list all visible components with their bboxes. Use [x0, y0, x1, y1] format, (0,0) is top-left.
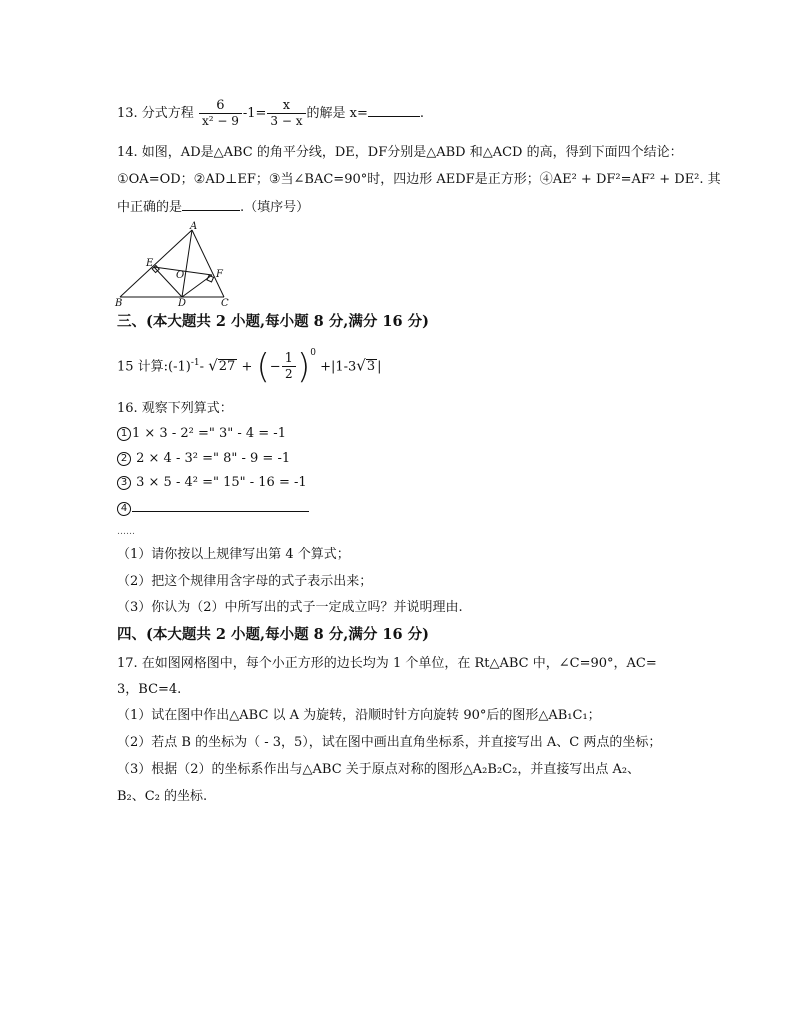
triangle-figure: [112, 220, 237, 308]
q14-line-3-prefix: 中正确的是: [117, 200, 183, 215]
fraction-x-over-3-x: [267, 99, 305, 128]
label-B: B: [115, 298, 123, 308]
q17-sub-1: （1）试在图中作出△ABC 以 A 为旋转，沿顺时针方向旋转 90°后的图形△AB₁C₁；: [117, 708, 601, 723]
q16-sub-2: （2）把这个规律用含字母的式子表示出来；: [117, 574, 373, 589]
q13-mid: -1=: [242, 106, 267, 121]
answer-blank: [182, 198, 240, 211]
q13-prefix: 13. 分式方程: [117, 106, 194, 121]
q15-prefix: 15 计算:(-1): [117, 359, 191, 375]
sqrt-27: 27: [218, 359, 236, 375]
fraction-6-over-x2-9: [199, 99, 242, 128]
zero-exponent: 0: [310, 348, 316, 358]
fraction-numerator: 1: [284, 351, 293, 367]
q13-suffix: 的解是 x=: [306, 106, 368, 121]
section-3-title: 三、(本大题共 2 小题,每小题 8 分,满分 16 分): [117, 313, 429, 330]
fraction-denominator: 2: [282, 366, 296, 381]
right-paren: ): [296, 346, 311, 387]
question-13: [117, 98, 424, 130]
fraction-numerator: x: [282, 98, 291, 113]
segment-AB: [120, 230, 192, 297]
fraction-denominator: 3 − x: [267, 113, 305, 128]
q15-abs-bar: |: [377, 359, 382, 375]
q16-row-4: [117, 499, 309, 517]
fraction-denominator: x² − 9: [199, 113, 242, 128]
label-O: O: [176, 270, 185, 281]
left-paren: (: [256, 346, 270, 387]
q16-row-3: [117, 475, 307, 491]
q16-row-2-text: 2 × 4 - 3² =" 8" - 9 = -1: [132, 451, 291, 466]
answer-blank: [132, 499, 309, 512]
segment-AC: [192, 230, 224, 297]
q16-row-2: [117, 451, 290, 467]
segment-AD: [182, 230, 192, 297]
q14-line-3: [117, 198, 309, 216]
q15-minus: −: [269, 359, 281, 375]
question-15: [117, 343, 382, 387]
q16-ellipsis: ……: [117, 527, 135, 537]
q16-row-1: [117, 426, 286, 442]
label-D: D: [178, 298, 187, 308]
label-A: A: [190, 221, 198, 232]
q15-tail: +|1-3: [320, 359, 357, 375]
label-F: F: [216, 269, 223, 280]
circled-number-2: 2: [117, 452, 131, 466]
q15-after-exp: -: [199, 359, 209, 375]
q17-sub-3: （3）根据（2）的坐标系作出与△ABC 关于原点对称的图形△A₂B₂C₂，并直接写出点 A₂、: [117, 762, 641, 777]
circled-number-1: 1: [117, 427, 131, 441]
q16-sub-1: （1）请你按以上规律写出第 4 个算式；: [117, 547, 350, 562]
answer-blank: [368, 104, 420, 117]
q16-sub-3: （3）你认为（2）中所写出的式子一定成立吗？并说明理由.: [117, 600, 463, 615]
label-C: C: [221, 298, 229, 308]
q17-sub-4: B₂、C₂ 的坐标.: [117, 789, 208, 804]
q14-line-3-suffix: .（填序号）: [240, 200, 310, 215]
right-angle-mark-F: [207, 275, 214, 282]
section-4-title: 四、(本大题共 2 小题,每小题 8 分,满分 16 分): [117, 626, 429, 643]
q13-end: .: [419, 106, 425, 121]
q17-sub-2: （2）若点 B 的坐标为（ - 3，5），试在图中画出直角坐标系，并直接写出 A、C 两点的坐标；: [117, 735, 662, 750]
fraction-numerator: 6: [216, 98, 225, 113]
label-E: E: [146, 258, 154, 269]
q17-line-1: 17. 在如图网格图中，每个小正方形的边长均为 1 个单位，在 Rt△ABC 中，∠C=90°，AC=: [117, 656, 657, 671]
fraction-1-over-2: [282, 352, 296, 381]
circled-number-4: 4: [117, 502, 131, 516]
radical-sign: √: [356, 356, 366, 375]
circled-number-3: 3: [117, 476, 131, 490]
q15-plus: +: [241, 359, 253, 375]
q16-row-1-text: 1 × 3 - 2² =" 3" - 4 = -1: [132, 426, 286, 441]
q14-line-2: ①OA=OD；②AD⊥EF；③当∠BAC=90°时，四边形 AEDF是正方形；④AE² + DF²=AF² + DE². 其: [117, 172, 721, 187]
q15-exponent: -1: [190, 358, 200, 368]
radical-sign: √: [208, 356, 218, 375]
sqrt-3: 3: [366, 359, 376, 375]
q16-row-3-text: 3 × 5 - 4² =" 15" - 16 = -1: [132, 475, 307, 490]
q17-line-2: 3，BC=4.: [117, 682, 182, 697]
q16-title: 16. 观察下列算式：: [117, 401, 233, 416]
q14-line-1: 14. 如图，AD是△ABC 的角平分线，DE，DF分别是△ABD 和△ACD 的高，得到下面四个结论：: [117, 145, 683, 160]
